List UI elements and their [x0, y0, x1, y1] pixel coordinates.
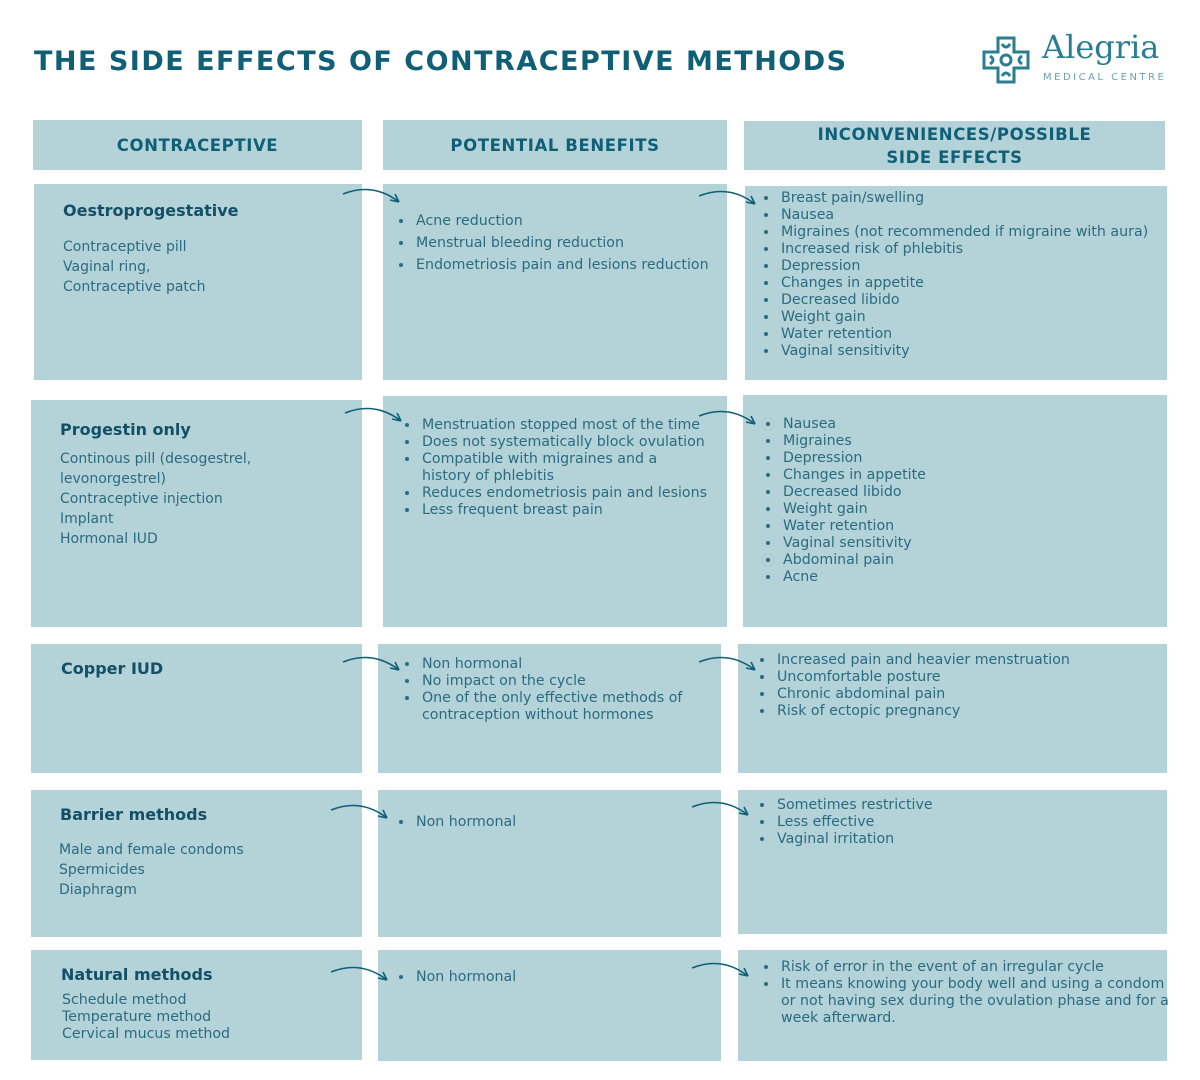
- row1-title: Oestroprogestative: [63, 201, 239, 220]
- alegria-logo: [980, 30, 1170, 92]
- arrow-icon: [329, 802, 393, 822]
- side-effect-item: • Decreased libido: [781, 484, 1171, 501]
- side-effect-item: • Increased risk of phlebitis: [779, 241, 1179, 258]
- side-effect-item: • Vaginal sensitivity: [779, 343, 1179, 360]
- side-effect-item: • Water retention: [781, 518, 1171, 535]
- arrow-icon: [697, 408, 761, 428]
- header-contraceptive-label: CONTRACEPTIVE: [116, 135, 279, 155]
- logo-cross-icon: [980, 34, 1032, 86]
- header-contraceptive: [33, 120, 362, 170]
- side-effect-item: • Depression: [779, 258, 1179, 275]
- side-effect-item: • Chronic abdominal pain: [775, 686, 1175, 703]
- method-item: Cervical mucus method: [62, 1026, 231, 1042]
- benefit-item: • Non hormonal: [414, 814, 714, 831]
- row3-title: Copper IUD: [61, 659, 164, 678]
- row1-methods: [63, 237, 206, 297]
- side-effect-item: • Increased pain and heavier menstruation: [775, 652, 1175, 669]
- row4-side-effects-list: [755, 797, 1175, 848]
- side-effect-item: • Risk of error in the event of an irregular cycle: [779, 959, 1174, 976]
- row5-title: Natural methods: [61, 965, 213, 984]
- benefit-item: • Non hormonal: [414, 969, 714, 986]
- side-effect-item: • Depression: [781, 450, 1171, 467]
- method-item: Temperature method: [62, 1009, 212, 1025]
- side-effect-item: • Decreased libido: [779, 292, 1179, 309]
- method-item: Contraceptive pill: [63, 239, 187, 255]
- row5-methods: [62, 992, 230, 1043]
- header-side-effects: [744, 121, 1165, 170]
- arrow-icon: [690, 960, 754, 980]
- method-item: Continous pill (desogestrel, levonorgestrel): [60, 451, 252, 487]
- method-item: Hormonal IUD: [60, 531, 158, 547]
- row3-side-effects-list: [755, 652, 1175, 720]
- row5-benefits-list: [394, 969, 714, 986]
- arrow-icon: [697, 654, 761, 674]
- side-effect-item: • Weight gain: [779, 309, 1179, 326]
- logo-name: Alegria: [1042, 28, 1160, 66]
- side-effect-item: • Weight gain: [781, 501, 1171, 518]
- benefit-item: • Endometriosis pain and lesions reduction: [414, 254, 714, 276]
- benefit-item: • Reduces endometriosis pain and lesions: [420, 485, 710, 502]
- method-item: Vaginal ring,: [63, 259, 151, 275]
- header-benefits-label: POTENTIAL BENEFITS: [450, 135, 660, 155]
- logo-subtitle: MEDICAL CENTRE: [1043, 72, 1167, 83]
- header-side-effects-line1: INCONVENIENCES/POSSIBLE: [817, 124, 1092, 144]
- benefit-item: • Does not systematically block ovulation: [420, 434, 710, 451]
- row4-title: Barrier methods: [60, 805, 208, 824]
- row1-benefits-list: [394, 210, 714, 276]
- arrow-icon: [341, 186, 405, 206]
- row2-title: Progestin only: [60, 420, 191, 439]
- side-effect-item: • Migraines (not recommended if migraine with aura): [779, 224, 1179, 241]
- side-effect-item: • Migraines: [781, 433, 1171, 450]
- row5-side-effects-list: [759, 959, 1174, 1027]
- header-side-effects-line2: SIDE EFFECTS: [886, 147, 1023, 167]
- benefit-item: • Menstrual bleeding reduction: [414, 232, 714, 254]
- side-effect-item: • Nausea: [779, 207, 1179, 224]
- benefit-item: • Menstruation stopped most of the time: [420, 417, 710, 434]
- arrow-icon: [341, 654, 405, 674]
- method-item: Male and female condoms: [59, 842, 244, 858]
- row4-methods: [59, 840, 244, 900]
- arrow-icon: [690, 799, 754, 819]
- arrow-icon: [697, 188, 761, 208]
- row2-benefits-list: [400, 417, 710, 519]
- arrow-icon: [329, 964, 393, 984]
- row4-benefits-box: [378, 790, 721, 937]
- side-effect-item: • Changes in appetite: [781, 467, 1171, 484]
- method-item: Contraceptive patch: [63, 279, 206, 295]
- benefit-item: • No impact on the cycle: [420, 673, 730, 690]
- side-effect-item: • Abdominal pain: [781, 552, 1171, 569]
- method-item: Implant: [60, 511, 114, 527]
- side-effect-item: • Vaginal irritation: [775, 831, 1175, 848]
- side-effect-item: • Water retention: [779, 326, 1179, 343]
- side-effect-item: • Sometimes restrictive: [775, 797, 1175, 814]
- side-effect-item: • Uncomfortable posture: [775, 669, 1175, 686]
- arrow-icon: [343, 405, 407, 425]
- page-title: THE SIDE EFFECTS OF CONTRACEPTIVE METHODS: [34, 46, 848, 77]
- method-item: Diaphragm: [59, 882, 137, 898]
- side-effect-item: • Vaginal sensitivity: [781, 535, 1171, 552]
- method-item: Spermicides: [59, 862, 145, 878]
- side-effect-item: • Less effective: [775, 814, 1175, 831]
- benefit-item: • Less frequent breast pain: [420, 502, 710, 519]
- side-effect-item: • Risk of ectopic pregnancy: [775, 703, 1175, 720]
- benefit-item: • Non hormonal: [420, 656, 730, 673]
- benefit-item: • Compatible with migraines and a history of phlebitis: [420, 451, 710, 485]
- row2-side-effects-list: [761, 416, 1171, 586]
- benefit-item: • Acne reduction: [414, 210, 714, 232]
- side-effect-item: • Breast pain/swelling: [779, 190, 1179, 207]
- row2-methods: [60, 449, 300, 549]
- side-effect-item: • It means knowing your body well and using a condom or not having sex during the ovulation phase and for a week afterward.: [779, 976, 1174, 1027]
- header-benefits: [383, 120, 727, 170]
- side-effect-item: • Changes in appetite: [779, 275, 1179, 292]
- benefit-item: • One of the only effective methods of contraception without hormones: [420, 690, 730, 724]
- row3-benefits-list: [400, 656, 730, 724]
- method-item: Schedule method: [62, 992, 187, 1008]
- side-effect-item: • Acne: [781, 569, 1171, 586]
- row1-side-effects-list: [759, 190, 1179, 360]
- side-effect-item: • Nausea: [781, 416, 1171, 433]
- row5-benefits-box: [378, 950, 721, 1061]
- method-item: Contraceptive injection: [60, 491, 223, 507]
- row4-benefits-list: [394, 814, 714, 831]
